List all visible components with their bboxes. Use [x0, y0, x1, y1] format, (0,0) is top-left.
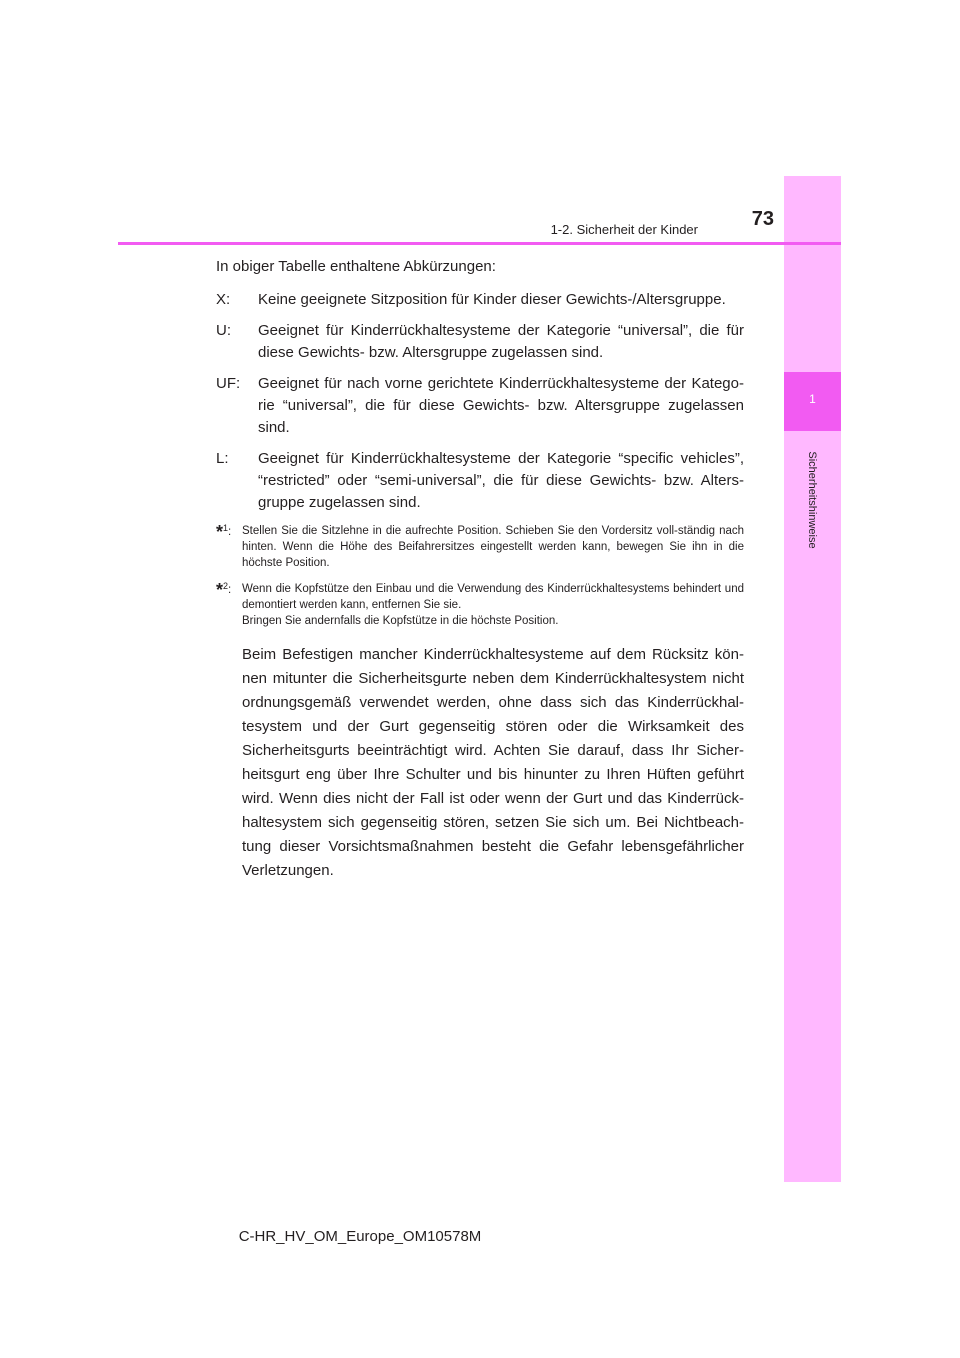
abbreviation-key: UF: [216, 375, 241, 392]
footnote-text: Wenn die Kopfstütze den Einbau und die Verwendung des Kinderrückhaltesystems behindert und demontiert werden kann, entfernen Sie sie. [242, 583, 744, 611]
chapter-title-vertical: Sicherheitshinweise [806, 451, 818, 549]
abbreviation-text: Geeignet für Kinderrückhaltesysteme der Kategorie “specific vehicles”, “restricted” oder “semi-universal”, die für diese Gewichts- bzw. Alters-gruppe zugelassen sind. [258, 450, 744, 511]
footnote-text: Bringen Sie andernfalls die Kopfstütze in die höchste Position. [242, 615, 559, 627]
abbreviation-key: U: [216, 322, 231, 339]
footnote-star: * [216, 522, 224, 542]
abbreviation-text: Geeignet für Kinderrückhaltesysteme der Kategorie “universal”, die für diese Gewichts- bzw. Altersgruppe zugelassen sind. [258, 322, 744, 361]
page-number: 73 [751, 208, 774, 230]
abbreviation-item [216, 320, 744, 364]
abbreviation-item [216, 373, 744, 439]
abbreviations-intro: In obiger Tabelle enthaltene Abkürzungen: [216, 258, 496, 275]
footnote-star: * [216, 580, 224, 600]
footnote-marker [216, 579, 231, 598]
footnote-2 [216, 581, 744, 629]
abbreviation-key: X: [216, 291, 231, 308]
chapter-number: 1 [809, 392, 816, 406]
document-code: C-HR_HV_OM_Europe_OM10578M [238, 1228, 482, 1245]
footnote-number: 2 [223, 581, 229, 591]
footnote-text: Stellen Sie die Sitzlehne in die aufrechte Position. Schieben Sie den Vordersitz voll-ständig nach hinten. Wenn die Höhe des Beifahrersitzes eingestellt werden kann, bewegen Sie ihn in die höchste Position. [242, 525, 744, 569]
page-content [216, 256, 744, 883]
header-rule [118, 242, 841, 245]
footnote-1 [216, 523, 744, 571]
abbreviation-text: Keine geeignete Sitzposition für Kinder dieser Gewichts-/Altersgruppe. [258, 291, 726, 308]
footnote-marker [216, 521, 231, 540]
abbreviation-text: Geeignet für nach vorne gerichtete Kinderrückhaltesysteme der Katego-rie “universal”, die für diese Gewichts- bzw. Altersgruppe zugelassen sind. [258, 375, 744, 436]
warning-paragraph: Beim Befestigen mancher Kinderrückhaltesysteme auf dem Rücksitz kön-nen mitunter die Sicherheitsgurte neben dem Kinderrückhaltesystem nicht ordnungsgemäß verwendet werden, ohne dass sich das Kinderrückhal-tesystem und der Gurt gegenseitig stören oder die Wirksamkeit des Sicherheitsgurts beeinträchtigt wird. Achten Sie darauf, dass Ihr Sicher-heitsgurt eng über Ihre Schulter und bis hinunter zu Ihren Hüften geführt wird. Wenn dies nicht der Fall ist oder wenn der Gurt und das Kinderrück-haltesystem sich gegenseitig stören, setzen Sie sich um. Bei Nichtbeach-tung dieser Vorsichtsmaßnahmen besteht die Gefahr lebensgefährlicher Verletzungen. [242, 646, 744, 879]
section-title: 1-2. Sicherheit der Kinder [550, 222, 698, 237]
footnote-colon: : [228, 526, 232, 538]
chapter-side-tab [784, 176, 841, 1182]
footnote-colon: : [228, 584, 232, 596]
footnote-number: 1 [223, 523, 229, 533]
abbreviation-item [216, 448, 744, 514]
abbreviation-item [216, 289, 744, 311]
abbreviation-key: L: [216, 450, 229, 467]
